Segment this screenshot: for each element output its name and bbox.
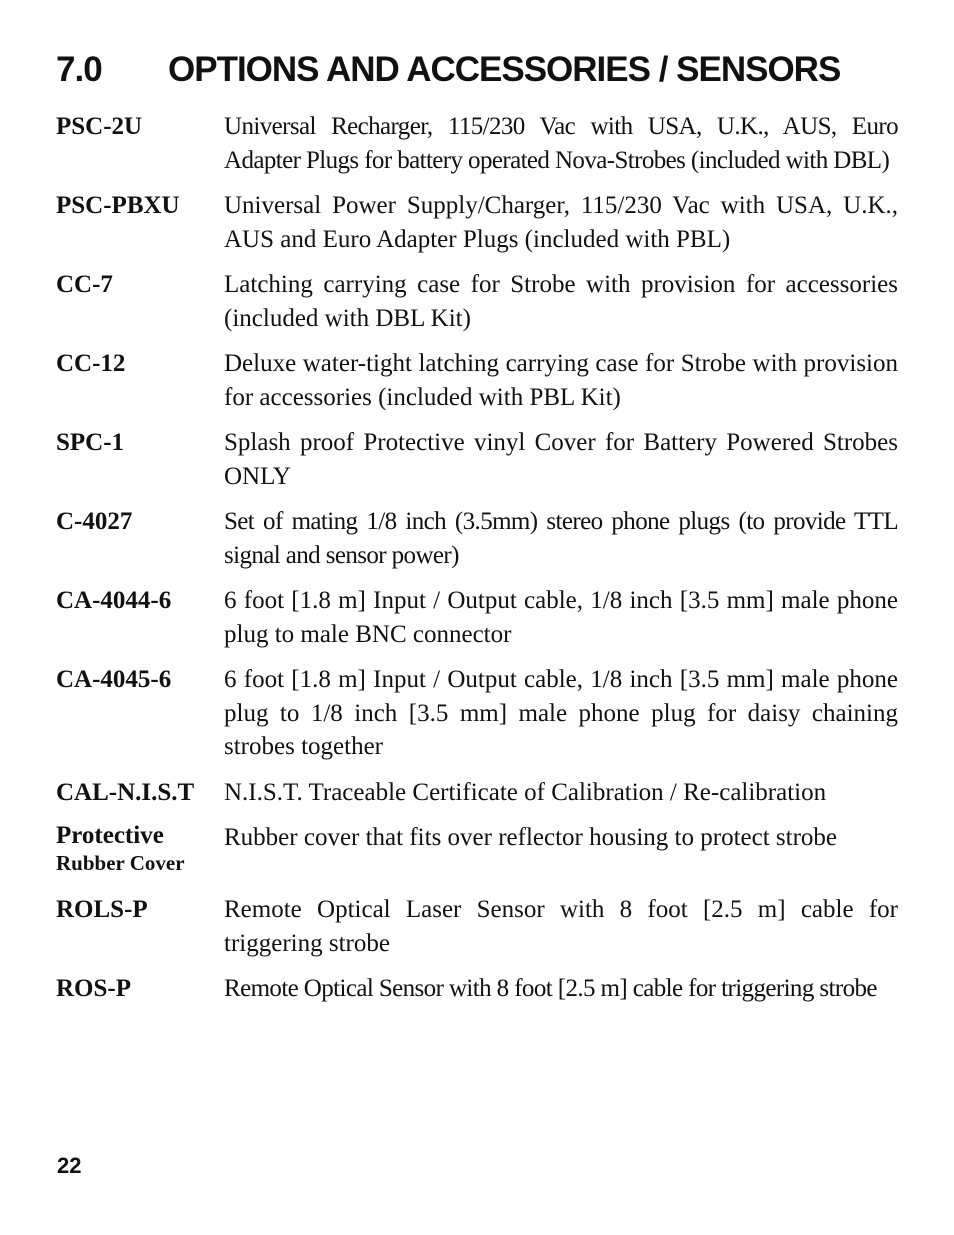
item-code: SPC-1 (56, 429, 125, 456)
item-description: N.I.S.T. Traceable Certificate of Calibration / Re-calibration (224, 778, 827, 806)
item-description: Universal Recharger, 115/230 Vac with USA, U.K., AUS, Euro Adapter Plugs for battery operated Nova-Strobes (included with DBL) (224, 113, 898, 174)
item-code: PSC-PBXU (56, 192, 180, 219)
item-description: Universal Power Supply/Charger, 115/230 Vac with USA, U.K., AUS and Euro Adapter Plugs (included with PBL) (224, 192, 898, 253)
item-code: CA-4045-6 (56, 666, 172, 693)
item-code: CC-7 (56, 271, 113, 298)
accessory-row (56, 776, 898, 810)
accessory-row (56, 268, 898, 335)
accessory-row (56, 584, 898, 651)
item-code-block (56, 821, 224, 875)
item-code: C-4027 (56, 508, 133, 535)
item-code-sub: Rubber Cover (56, 851, 185, 875)
item-code: CAL-N.I.S.T (56, 778, 195, 806)
accessory-row (56, 663, 898, 764)
section-number: 7.0 (56, 50, 102, 89)
item-description: Splash proof Protective vinyl Cover for Battery Powered Strobes ONLY (224, 429, 898, 490)
item-code: CC-12 (56, 350, 126, 377)
page-number: 22 (57, 1153, 82, 1178)
item-code: ROLS-P (56, 896, 148, 923)
item-description: Latching carrying case for Strobe with provision for accessories (included with DBL Kit) (224, 271, 898, 332)
accessory-row (56, 189, 898, 256)
accessory-row (56, 347, 898, 414)
item-description: Set of mating 1/8 inch (3.5mm) stereo phone plugs (to provide TTL signal and sensor power) (224, 508, 898, 569)
item-description: Deluxe water-tight latching carrying case for Strobe with provision for accessories (included with PBL Kit) (224, 350, 898, 411)
accessory-row (56, 821, 898, 875)
item-description: Remote Optical Laser Sensor with 8 foot [2.5 m] cable for triggering strobe (224, 896, 898, 957)
accessory-row (56, 110, 898, 177)
item-description: Remote Optical Sensor with 8 foot [2.5 m] cable for triggering strobe (224, 975, 877, 1002)
accessory-row (56, 505, 898, 572)
section-title: OPTIONS AND ACCESSORIES / SENSORS (168, 50, 841, 89)
item-code: ROS-P (56, 975, 131, 1002)
accessory-row (56, 893, 898, 960)
section-heading (56, 48, 916, 92)
accessory-row (56, 426, 898, 493)
item-description: 6 foot [1.8 m] Input / Output cable, 1/8 inch [3.5 mm] male phone plug to 1/8 inch [3.5 mm] male phone plug for daisy chaining strobes together (224, 666, 898, 760)
accessory-row (56, 972, 898, 1006)
item-code: PSC-2U (56, 113, 143, 140)
item-code: Protective (56, 822, 164, 849)
item-code: CA-4044-6 (56, 587, 172, 614)
accessories-list (56, 110, 898, 1018)
item-description: Rubber cover that fits over reflector housing to protect strobe (224, 824, 838, 851)
item-description: 6 foot [1.8 m] Input / Output cable, 1/8 inch [3.5 mm] male phone plug to male BNC connector (224, 587, 898, 648)
